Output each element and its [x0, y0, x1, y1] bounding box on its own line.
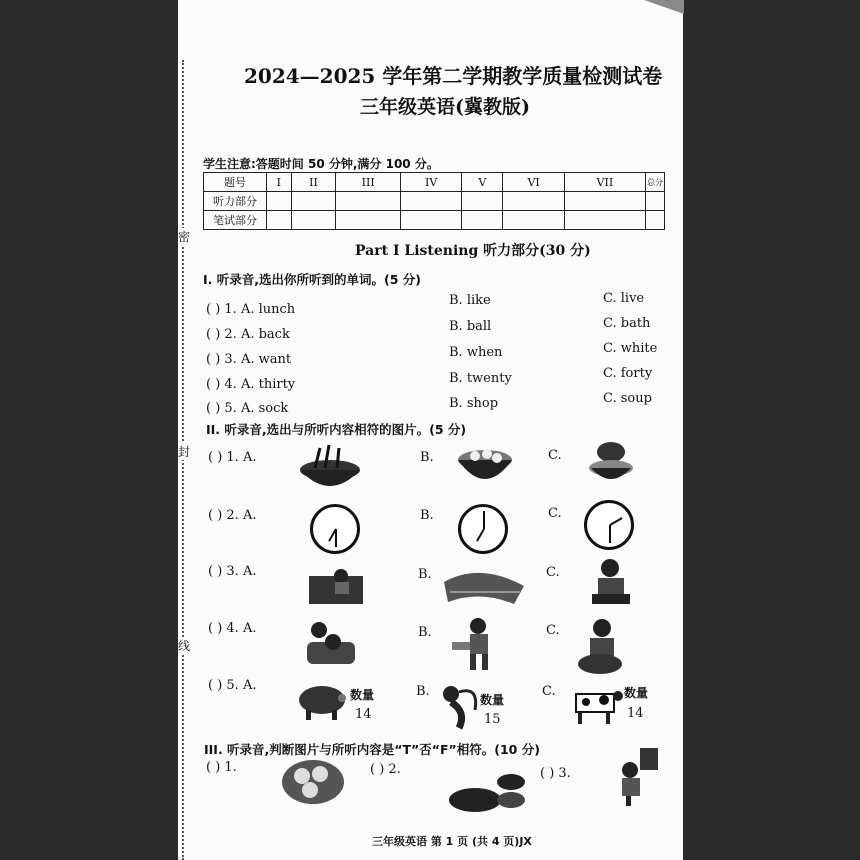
s1-option-b: B. ball — [449, 319, 492, 334]
s1-item-3[interactable]: ( ) 3. A. want — [206, 352, 292, 367]
quantity-value: 15 — [484, 712, 501, 727]
s1-item-1[interactable]: ( ) 1. A. lunch — [206, 302, 296, 317]
s3-item-3[interactable]: ( ) 3. — [540, 766, 571, 781]
side-mark-mi: 密 — [178, 230, 191, 244]
chicken-plate-icon — [585, 432, 637, 488]
s1-option-c: C. soup — [603, 391, 652, 406]
notice: 学生注意:答题时间 50 分钟,满分 100 分。 — [203, 157, 439, 171]
s2-option-c: C. — [546, 565, 560, 580]
boy-at-home-icon — [606, 744, 662, 806]
s1-option-b: B. when — [449, 345, 503, 360]
boy-eating-icon — [576, 618, 626, 676]
s2-option-c: C. — [548, 506, 562, 521]
s1-option-c: C. white — [603, 341, 658, 356]
clock-icon — [458, 504, 508, 554]
quantity-value: 14 — [355, 707, 372, 722]
score-col-header: II — [291, 173, 336, 192]
page-footer: 三年级英语 第 1 页 (共 4 页)JX — [372, 835, 532, 848]
s2-option-c: C. — [548, 448, 562, 463]
quantity-label: 数量 — [480, 693, 505, 707]
score-col-header: VI — [503, 173, 564, 192]
s2-option-b: B. — [418, 567, 432, 582]
pig-icon — [296, 680, 348, 722]
s1-option-c: C. bath — [603, 316, 651, 331]
score-table-row — [204, 211, 665, 230]
section2-title: II. 听录音,选出与所听内容相符的图片。(5 分) — [206, 422, 467, 437]
s2-option-b: B. — [416, 684, 430, 699]
s1-option-c: C. live — [603, 291, 645, 306]
blanket-icon — [440, 562, 528, 608]
exam-title: 2024—2025 学年第二学期教学质量检测试卷 — [244, 64, 663, 88]
s2-item-3[interactable]: ( ) 3. A. — [208, 564, 257, 579]
s2-option-b: B. — [420, 450, 434, 465]
score-col-header: V — [462, 173, 503, 192]
side-mark-feng: 封 — [178, 445, 191, 459]
child-reading-icon — [588, 556, 634, 608]
s2-item-4[interactable]: ( ) 4. A. — [208, 621, 257, 636]
clock-icon — [584, 500, 634, 550]
s2-item-2[interactable]: ( ) 2. A. — [208, 508, 257, 523]
s2-option-b: B. — [420, 508, 434, 523]
page-corner — [644, 0, 684, 14]
bears-icon — [445, 764, 531, 816]
s2-item-5[interactable]: ( ) 5. A. — [208, 678, 257, 693]
exam-subtitle: 三年级英语(冀教版) — [360, 96, 530, 118]
s3-item-1[interactable]: ( ) 1. — [206, 760, 237, 775]
s2-option-c: C. — [546, 623, 560, 638]
monkey-icon — [437, 682, 481, 732]
s1-item-4[interactable]: ( ) 4. A. thirty — [206, 377, 296, 392]
noodles-bowl-icon — [295, 440, 365, 496]
s1-option-c: C. forty — [603, 366, 653, 381]
s1-item-2[interactable]: ( ) 2. A. back — [206, 327, 290, 342]
score-col-header: III — [336, 173, 401, 192]
score-table — [203, 172, 665, 230]
s1-option-b: B. twenty — [449, 371, 512, 386]
bathtub-icon — [303, 618, 359, 672]
binding-line — [182, 60, 184, 860]
bed-icon — [305, 562, 367, 608]
cow-icon — [568, 686, 624, 726]
side-mark-xian: 线 — [178, 639, 191, 653]
section1-title: I. 听录音,选出你所听到的单词。(5 分) — [203, 272, 421, 287]
score-col-header: VII — [564, 173, 645, 192]
score-table-header-row — [204, 173, 665, 192]
quantity-value: 14 — [627, 706, 644, 721]
section3-title: III. 听录音,判断图片与所听内容是“T”否“F”相符。(10 分) — [204, 742, 540, 757]
score-col-header: 题号 — [204, 173, 267, 192]
score-col-header: 总分 — [646, 173, 665, 192]
s2-option-c: C. — [542, 684, 556, 699]
dumplings-bowl-icon — [455, 438, 515, 492]
s1-option-b: B. shop — [449, 396, 499, 411]
score-table-row — [204, 192, 665, 211]
score-col-header: I — [267, 173, 292, 192]
clock-icon — [310, 504, 360, 554]
quantity-label: 数量 — [350, 688, 375, 702]
boy-washing-icon — [452, 616, 496, 672]
s3-item-2[interactable]: ( ) 2. — [370, 762, 401, 777]
quantity-label: 数量 — [624, 686, 649, 700]
s1-item-5[interactable]: ( ) 5. A. sock — [206, 401, 289, 416]
score-row-label: 笔试部分 — [204, 211, 267, 230]
score-col-header: IV — [401, 173, 462, 192]
part1-title: Part I Listening 听力部分(30 分) — [355, 243, 591, 259]
dumplings-plate-icon — [280, 756, 346, 806]
s2-item-1[interactable]: ( ) 1. A. — [208, 450, 257, 465]
s2-option-b: B. — [418, 625, 432, 640]
score-row-label: 听力部分 — [204, 192, 267, 211]
s1-option-b: B. like — [449, 293, 491, 308]
